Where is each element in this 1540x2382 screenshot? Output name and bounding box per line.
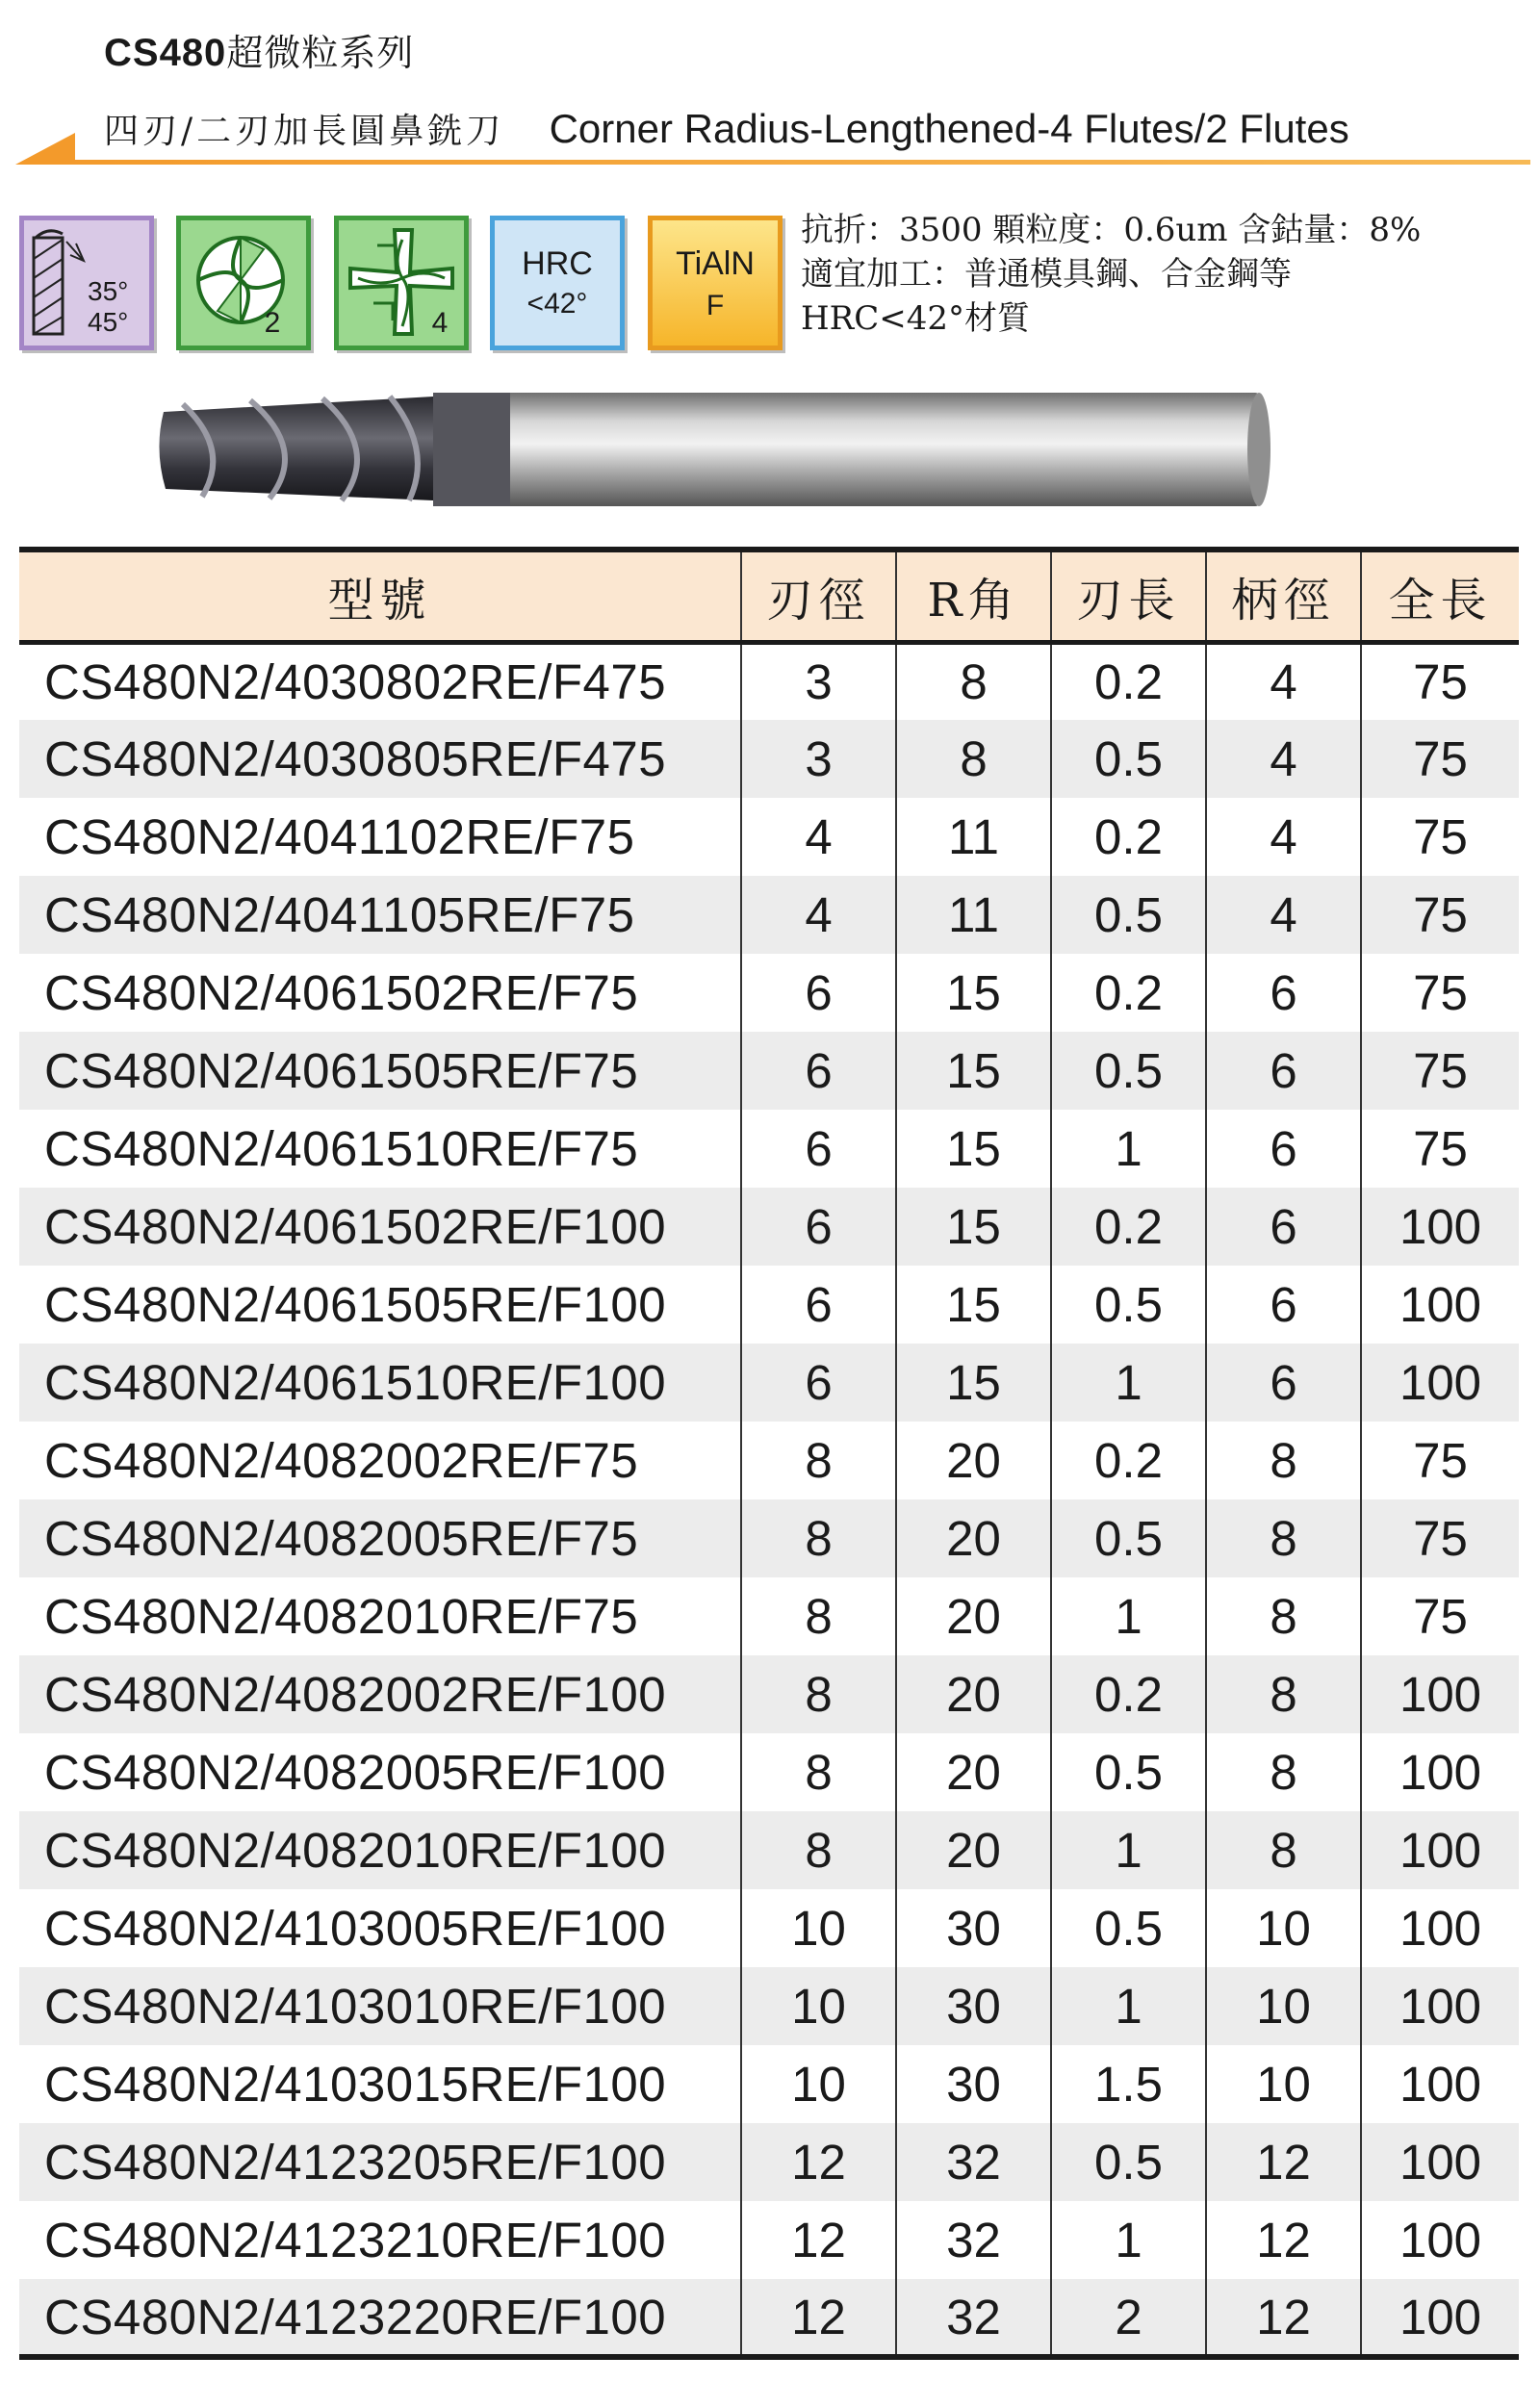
table-row (19, 2045, 1519, 2123)
corner-radius-cell: 8 (896, 720, 1051, 798)
cutting-diameter-cell: 10 (741, 1889, 896, 1967)
coating-icon (648, 216, 783, 350)
model-cell: CS480N2/4082010RE/F75 (44, 1589, 639, 1644)
corner-radius-cell: 20 (896, 1811, 1051, 1889)
corner-radius-cell: 20 (896, 1733, 1051, 1811)
overall-length-cell: 100 (1361, 1344, 1519, 1422)
model-cell: CS480N2/4082005RE/F100 (44, 1745, 667, 1800)
series-code: CS480 (104, 32, 227, 74)
model-cell: CS480N2/4061510RE/F75 (44, 1121, 639, 1176)
overall-length-cell: 100 (1361, 1733, 1519, 1811)
corner-radius-cell: 15 (896, 1266, 1051, 1344)
model-cell: CS480N2/4061510RE/F100 (44, 1355, 667, 1410)
cutting-length-cell: 0.5 (1051, 1266, 1206, 1344)
cutting-diameter-cell: 10 (741, 1967, 896, 2045)
shank-diameter-cell: 8 (1206, 1655, 1361, 1733)
overall-length-cell: 75 (1361, 1110, 1519, 1188)
cutting-length-cell: 0.2 (1051, 1655, 1206, 1733)
shank-diameter-cell: 10 (1206, 1889, 1361, 1967)
model-cell: CS480N2/4082002RE/F75 (44, 1433, 639, 1488)
table-row (19, 876, 1519, 954)
shank-diameter-cell: 8 (1206, 1733, 1361, 1811)
cutting-diameter-cell: 8 (741, 1422, 896, 1499)
two-flute-count: 2 (264, 307, 281, 339)
header-cutting-diameter: 刃徑 (741, 550, 896, 642)
shank-diameter-cell: 6 (1206, 954, 1361, 1032)
corner-radius-cell: 30 (896, 1967, 1051, 2045)
corner-radius-cell: 15 (896, 1188, 1051, 1266)
model-cell: CS480N2/4061502RE/F75 (44, 965, 639, 1020)
model-cell: CS480N2/4103005RE/F100 (44, 1901, 667, 1956)
overall-length-cell: 100 (1361, 2279, 1519, 2357)
overall-length-cell: 100 (1361, 2201, 1519, 2279)
cutting-diameter-cell: 6 (741, 1032, 896, 1110)
series-name: 超微粒系列 (226, 32, 415, 74)
cutting-length-cell: 1.5 (1051, 2045, 1206, 2123)
table-row (19, 798, 1519, 876)
corner-radius-cell: 32 (896, 2123, 1051, 2201)
cutting-diameter-cell: 6 (741, 1344, 896, 1422)
model-cell: CS480N2/4123220RE/F100 (19, 2279, 741, 2357)
table-row (19, 642, 1519, 720)
cutting-diameter-cell: 8 (741, 1811, 896, 1889)
shank-diameter-cell: 4 (1206, 720, 1361, 798)
model-cell: CS480N2/4123210RE/F100 (44, 2213, 667, 2267)
corner-radius-cell: 30 (896, 2045, 1051, 2123)
overall-length-cell: 75 (1361, 954, 1519, 1032)
corner-radius-cell: 20 (896, 1499, 1051, 1577)
shank-diameter-cell: 8 (1206, 1499, 1361, 1577)
table-row (19, 1110, 1519, 1188)
cutting-diameter-cell: 4 (741, 876, 896, 954)
cutting-length-cell: 0.5 (1051, 1032, 1206, 1110)
subtitle-english: Corner Radius-Lengthened-4 Flutes/2 Flutes (549, 106, 1349, 151)
table-row (19, 1344, 1519, 1422)
shank-diameter-cell: 4 (1206, 798, 1361, 876)
cutting-length-cell: 1 (1051, 1344, 1206, 1422)
overall-length-cell: 75 (1361, 1577, 1519, 1655)
table-row (19, 1499, 1519, 1577)
cutting-diameter-cell: 8 (741, 1577, 896, 1655)
model-cell: CS480N2/4030802RE/F475 (44, 654, 667, 710)
shank-diameter-cell: 8 (1206, 1811, 1361, 1889)
table-row (19, 2279, 1519, 2357)
cutting-diameter-cell: 6 (741, 1266, 896, 1344)
spec-line-hardness: HRC<42°材質 (801, 299, 1031, 338)
header-model: 型號 (19, 550, 741, 642)
corner-radius-cell: 20 (896, 1577, 1051, 1655)
overall-length-cell: 75 (1361, 720, 1519, 798)
cutting-length-cell: 1 (1051, 1967, 1206, 2045)
spec-line-strength: 抗折：3500 顆粒度：0.6um 含鈷量：8% (801, 211, 1422, 249)
overall-length-cell: 75 (1361, 798, 1519, 876)
corner-radius-cell: 32 (896, 2201, 1051, 2279)
corner-radius-cell: 32 (896, 2279, 1051, 2357)
table-row (19, 1266, 1519, 1344)
model-cell: CS480N2/4061505RE/F75 (44, 1043, 639, 1098)
overall-length-cell: 75 (1361, 1032, 1519, 1110)
cutting-length-cell: 0.5 (1051, 1889, 1206, 1967)
cutting-diameter-cell: 6 (741, 954, 896, 1032)
shank-diameter-cell: 4 (1206, 642, 1361, 720)
table-row (19, 1967, 1519, 2045)
table-row (19, 954, 1519, 1032)
overall-length-cell: 100 (1361, 1188, 1519, 1266)
shank-diameter-cell: 10 (1206, 2045, 1361, 2123)
header-cutting-length: 刃長 (1051, 550, 1206, 642)
cutting-diameter-cell: 3 (741, 642, 896, 720)
cutting-length-cell: 0.5 (1051, 2123, 1206, 2201)
corner-radius-cell: 11 (896, 876, 1051, 954)
model-cell: CS480N2/4061505RE/F100 (44, 1277, 667, 1332)
overall-length-cell: 100 (1361, 1889, 1519, 1967)
header-divider (50, 160, 1530, 165)
shank-diameter-cell: 6 (1206, 1344, 1361, 1422)
corner-radius-cell: 15 (896, 1110, 1051, 1188)
header-shank-diameter: 柄徑 (1206, 550, 1361, 642)
table-row (19, 2201, 1519, 2279)
corner-radius-cell: 20 (896, 1655, 1051, 1733)
cutting-length-cell: 1 (1051, 2201, 1206, 2279)
cutting-length-cell: 0.2 (1051, 798, 1206, 876)
table-row (19, 1422, 1519, 1499)
table-row (19, 1577, 1519, 1655)
overall-length-cell: 75 (1361, 1422, 1519, 1499)
corner-radius-cell: 8 (896, 642, 1051, 720)
cutting-diameter-cell: 6 (741, 1188, 896, 1266)
material-specs (801, 208, 1421, 341)
cutting-diameter-cell: 12 (741, 2279, 896, 2357)
coating-grade: F (706, 290, 725, 321)
model-cell: CS480N2/4030805RE/F475 (44, 731, 667, 786)
corner-radius-cell: 15 (896, 954, 1051, 1032)
header-corner-radius: R角 (896, 550, 1051, 642)
four-flute-count: 4 (431, 307, 449, 339)
coating-label: TiAlN (676, 245, 755, 282)
cutting-diameter-cell: 4 (741, 798, 896, 876)
cutting-diameter-cell: 12 (741, 2123, 896, 2201)
table-row (19, 1733, 1519, 1811)
overall-length-cell: 75 (1361, 1499, 1519, 1577)
shank-diameter-cell: 4 (1206, 876, 1361, 954)
end-mill-image (144, 383, 1299, 518)
table-body (19, 642, 1519, 2357)
hardness-icon (490, 216, 625, 350)
cutting-length-cell: 0.5 (1051, 876, 1206, 954)
subtitle-chinese: 四刃/二刃加長圓鼻銑刀 (104, 112, 505, 151)
shank-diameter-cell: 10 (1206, 1967, 1361, 2045)
cutting-length-cell: 0.2 (1051, 642, 1206, 720)
overall-length-cell: 100 (1361, 1655, 1519, 1733)
helix-angle-icon (19, 216, 154, 350)
corner-radius-cell: 30 (896, 1889, 1051, 1967)
cutting-length-cell: 1 (1051, 1110, 1206, 1188)
model-cell: CS480N2/4103010RE/F100 (44, 1979, 667, 2034)
table-row (19, 1655, 1519, 1733)
cutting-length-cell: 0.2 (1051, 954, 1206, 1032)
cutting-length-cell: 0.2 (1051, 1188, 1206, 1266)
cutting-diameter-cell: 8 (741, 1733, 896, 1811)
table-row (19, 1032, 1519, 1110)
model-cell: CS480N2/4061502RE/F100 (44, 1199, 667, 1254)
table-row (19, 1889, 1519, 1967)
cutting-diameter-cell: 8 (741, 1499, 896, 1577)
cutting-length-cell: 0.2 (1051, 1422, 1206, 1499)
model-cell: CS480N2/4041105RE/F75 (44, 887, 635, 942)
cutting-length-cell: 0.5 (1051, 1733, 1206, 1811)
cutting-diameter-cell: 6 (741, 1110, 896, 1188)
hardness-value: <42° (526, 288, 588, 320)
shank-diameter-cell: 12 (1206, 2123, 1361, 2201)
cutting-length-cell: 0.5 (1051, 720, 1206, 798)
shank-diameter-cell: 8 (1206, 1577, 1361, 1655)
cutting-diameter-cell: 8 (741, 1655, 896, 1733)
model-cell: CS480N2/4103015RE/F100 (44, 2057, 667, 2112)
helix-angle-45: 45° (88, 307, 129, 337)
corner-radius-cell: 15 (896, 1344, 1051, 1422)
shank-diameter-cell: 8 (1206, 1422, 1361, 1499)
shank-diameter-cell: 12 (1206, 2201, 1361, 2279)
model-cell: CS480N2/4082002RE/F100 (44, 1667, 667, 1722)
overall-length-cell: 75 (1361, 642, 1519, 720)
shank-diameter-cell: 12 (1206, 2279, 1361, 2357)
header-overall-length: 全長 (1361, 550, 1519, 642)
hardness-label: HRC (522, 245, 593, 282)
cutting-length-cell: 2 (1051, 2279, 1206, 2357)
cutting-diameter-cell: 10 (741, 2045, 896, 2123)
table-row (19, 1188, 1519, 1266)
overall-length-cell: 75 (1361, 876, 1519, 954)
two-flute-icon (176, 216, 311, 350)
cutting-diameter-cell: 12 (741, 2201, 896, 2279)
table-row (19, 720, 1519, 798)
shank-diameter-cell: 6 (1206, 1266, 1361, 1344)
cutting-length-cell: 1 (1051, 1811, 1206, 1889)
cutting-length-cell: 1 (1051, 1577, 1206, 1655)
overall-length-cell: 100 (1361, 1266, 1519, 1344)
overall-length-cell: 100 (1361, 1967, 1519, 2045)
cutting-diameter-cell: 3 (741, 720, 896, 798)
subtitle-row (104, 104, 1349, 152)
corner-radius-cell: 20 (896, 1422, 1051, 1499)
shank-diameter-cell: 6 (1206, 1032, 1361, 1110)
spec-line-application: 適宜加工：普通模具鋼、合金鋼等 (801, 255, 1292, 294)
model-cell: CS480N2/4041102RE/F75 (44, 809, 635, 864)
corner-radius-cell: 11 (896, 798, 1051, 876)
overall-length-cell: 100 (1361, 2123, 1519, 2201)
cutting-length-cell: 0.5 (1051, 1499, 1206, 1577)
spec-table (19, 547, 1519, 2360)
model-cell: CS480N2/4123205RE/F100 (44, 2135, 667, 2190)
table-row (19, 2123, 1519, 2201)
model-cell: CS480N2/4082005RE/F75 (44, 1511, 639, 1566)
shank-diameter-cell: 6 (1206, 1188, 1361, 1266)
overall-length-cell: 100 (1361, 1811, 1519, 1889)
four-flute-icon (334, 216, 469, 350)
model-cell: CS480N2/4082010RE/F100 (44, 1823, 667, 1878)
table-header-row (19, 550, 1519, 642)
helix-angle-35: 35° (88, 276, 129, 306)
series-title (104, 23, 414, 76)
shank-diameter-cell: 6 (1206, 1110, 1361, 1188)
overall-length-cell: 100 (1361, 2045, 1519, 2123)
table-row (19, 1811, 1519, 1889)
corner-radius-cell: 15 (896, 1032, 1051, 1110)
